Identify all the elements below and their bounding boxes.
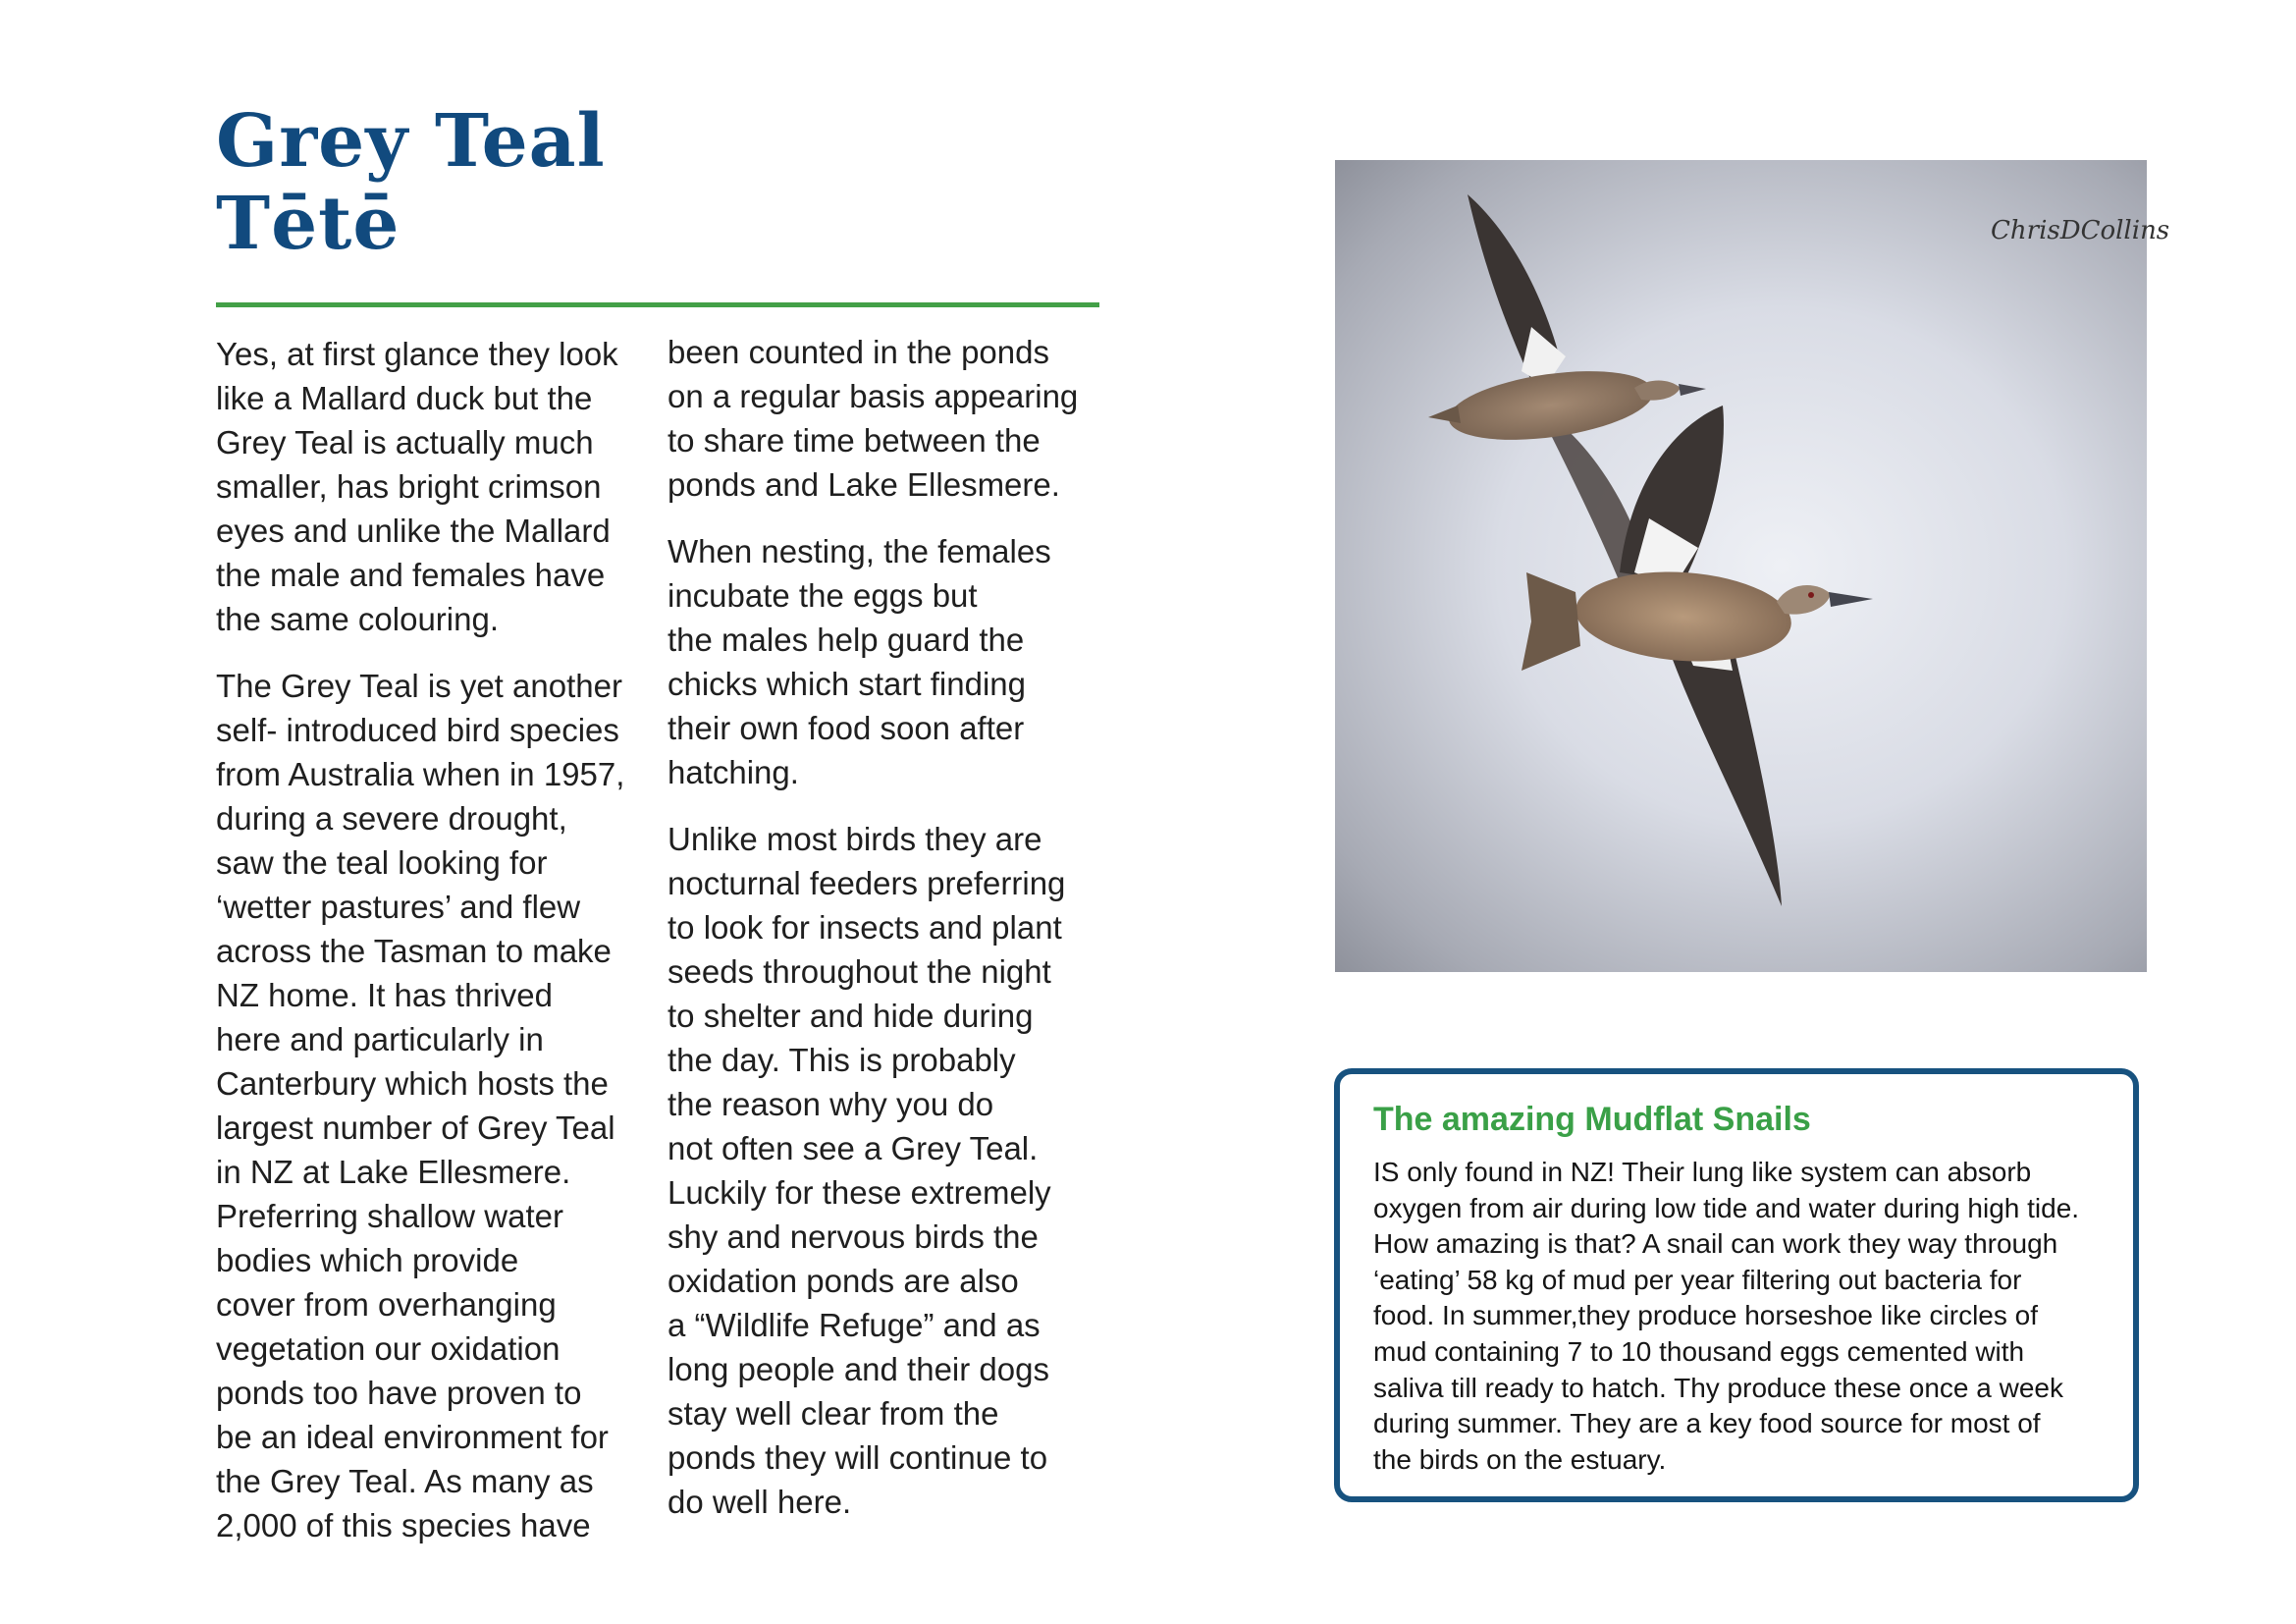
- text-line: the Grey Teal. As many as: [216, 1463, 594, 1499]
- text-line: the males help guard the: [667, 622, 1025, 658]
- text-line: be an ideal environment for: [216, 1419, 609, 1455]
- text-line: long people and their dogs: [667, 1351, 1049, 1387]
- paragraph: [216, 664, 653, 1547]
- page-title: [216, 100, 606, 265]
- text-line: ponds they will continue to: [667, 1439, 1048, 1476]
- paragraph: [667, 529, 1104, 794]
- text-line: food. In summer,they produce horseshoe like circles of: [1373, 1300, 2039, 1331]
- text-line: ‘wetter pastures’ and flew: [216, 889, 581, 925]
- text-line: from Australia when in 1957,: [216, 756, 625, 792]
- text-line: nocturnal feeders preferring: [667, 865, 1066, 901]
- text-line: here and particularly in: [216, 1021, 544, 1057]
- text-line: oxygen from air during low tide and water during high tide.: [1373, 1192, 2080, 1223]
- text-line: ponds and Lake Ellesmere.: [667, 466, 1060, 503]
- text-line: across the Tasman to make: [216, 933, 612, 969]
- text-line: the birds on the estuary.: [1373, 1443, 1667, 1475]
- text-line: in NZ at Lake Ellesmere.: [216, 1154, 571, 1190]
- text-line: saw the teal looking for: [216, 844, 548, 881]
- text-line: Grey Teal is actually much: [216, 424, 594, 460]
- photographer-signature: ChrisDCollins: [1991, 216, 2170, 245]
- text-line: Unlike most birds they are: [667, 821, 1042, 857]
- text-line: largest number of Grey Teal: [216, 1110, 615, 1146]
- text-line: cover from overhanging: [216, 1286, 557, 1323]
- title-maori: Tētē: [216, 182, 400, 266]
- text-line: during summer. They are a key food source for most of: [1373, 1408, 2041, 1439]
- text-line: mud containing 7 to 10 thousand eggs cemented with: [1373, 1335, 2025, 1367]
- text-line: the male and females have: [216, 557, 606, 593]
- text-line: How amazing is that? A snail can work they way through: [1373, 1228, 2058, 1260]
- text-line: to look for insects and plant: [667, 909, 1062, 946]
- text-line: incubate the eggs but: [667, 577, 978, 614]
- text-line: self- introduced bird species: [216, 712, 619, 748]
- text-line: seeds throughout the night: [667, 953, 1051, 990]
- text-line: hatching.: [667, 754, 799, 790]
- text-line: IS only found in NZ! Their lung like system can absorb: [1373, 1157, 2032, 1187]
- text-line: the same colouring.: [216, 601, 499, 637]
- text-line: a “Wildlife Refuge” and as: [667, 1307, 1041, 1343]
- text-line: the reason why you do: [667, 1086, 994, 1122]
- text-line: not often see a Grey Teal.: [667, 1130, 1039, 1166]
- text-line: bodies which provide: [216, 1242, 519, 1278]
- flying-ducks-illustration: [1335, 160, 2170, 972]
- text-line: ponds too have proven to: [216, 1375, 582, 1411]
- paragraph: [216, 332, 653, 641]
- grey-teal-photo: [1335, 160, 2170, 972]
- text-line: ‘eating’ 58 kg of mud per year filtering out bacteria for: [1373, 1264, 2022, 1295]
- text-column-2: [667, 330, 1104, 1546]
- title-english: Grey Teal: [216, 99, 606, 184]
- text-line: NZ home. It has thrived: [216, 977, 553, 1013]
- text-line: on a regular basis appearing: [667, 378, 1079, 414]
- text-line: stay well clear from the: [667, 1395, 999, 1432]
- title-divider: [216, 302, 1099, 307]
- text-line: to shelter and hide during: [667, 998, 1034, 1034]
- text-column-1: [216, 332, 653, 1570]
- paragraph: [667, 330, 1104, 507]
- text-line: do well here.: [667, 1484, 852, 1520]
- text-line: chicks which start finding: [667, 666, 1026, 702]
- text-line: the day. This is probably: [667, 1042, 1016, 1078]
- text-line: to share time between the: [667, 422, 1041, 459]
- text-line: during a severe drought,: [216, 800, 567, 837]
- text-line: 2,000 of this species have: [216, 1507, 591, 1543]
- text-line: When nesting, the females: [667, 533, 1051, 569]
- text-line: oxidation ponds are also: [667, 1263, 1019, 1299]
- text-line: smaller, has bright crimson: [216, 468, 602, 505]
- mudflat-snails-infobox: [1334, 1068, 2139, 1502]
- infobox-heading: The amazing Mudflat Snails: [1373, 1101, 1811, 1138]
- text-line: eyes and unlike the Mallard: [216, 513, 611, 549]
- text-line: Yes, at first glance they look: [216, 336, 618, 372]
- text-line: their own food soon after: [667, 710, 1025, 746]
- text-line: vegetation our oxidation: [216, 1330, 561, 1367]
- text-line: been counted in the ponds: [667, 334, 1049, 370]
- text-line: Preferring shallow water: [216, 1198, 563, 1234]
- text-line: shy and nervous birds the: [667, 1218, 1039, 1255]
- text-line: like a Mallard duck but the: [216, 380, 593, 416]
- text-line: The Grey Teal is yet another: [216, 668, 622, 704]
- paragraph: [667, 817, 1104, 1524]
- text-line: Luckily for these extremely: [667, 1174, 1051, 1211]
- text-line: saliva till ready to hatch. Thy produce these once a week: [1373, 1372, 2063, 1403]
- infobox-body: [1373, 1155, 2104, 1478]
- text-line: Canterbury which hosts the: [216, 1065, 609, 1102]
